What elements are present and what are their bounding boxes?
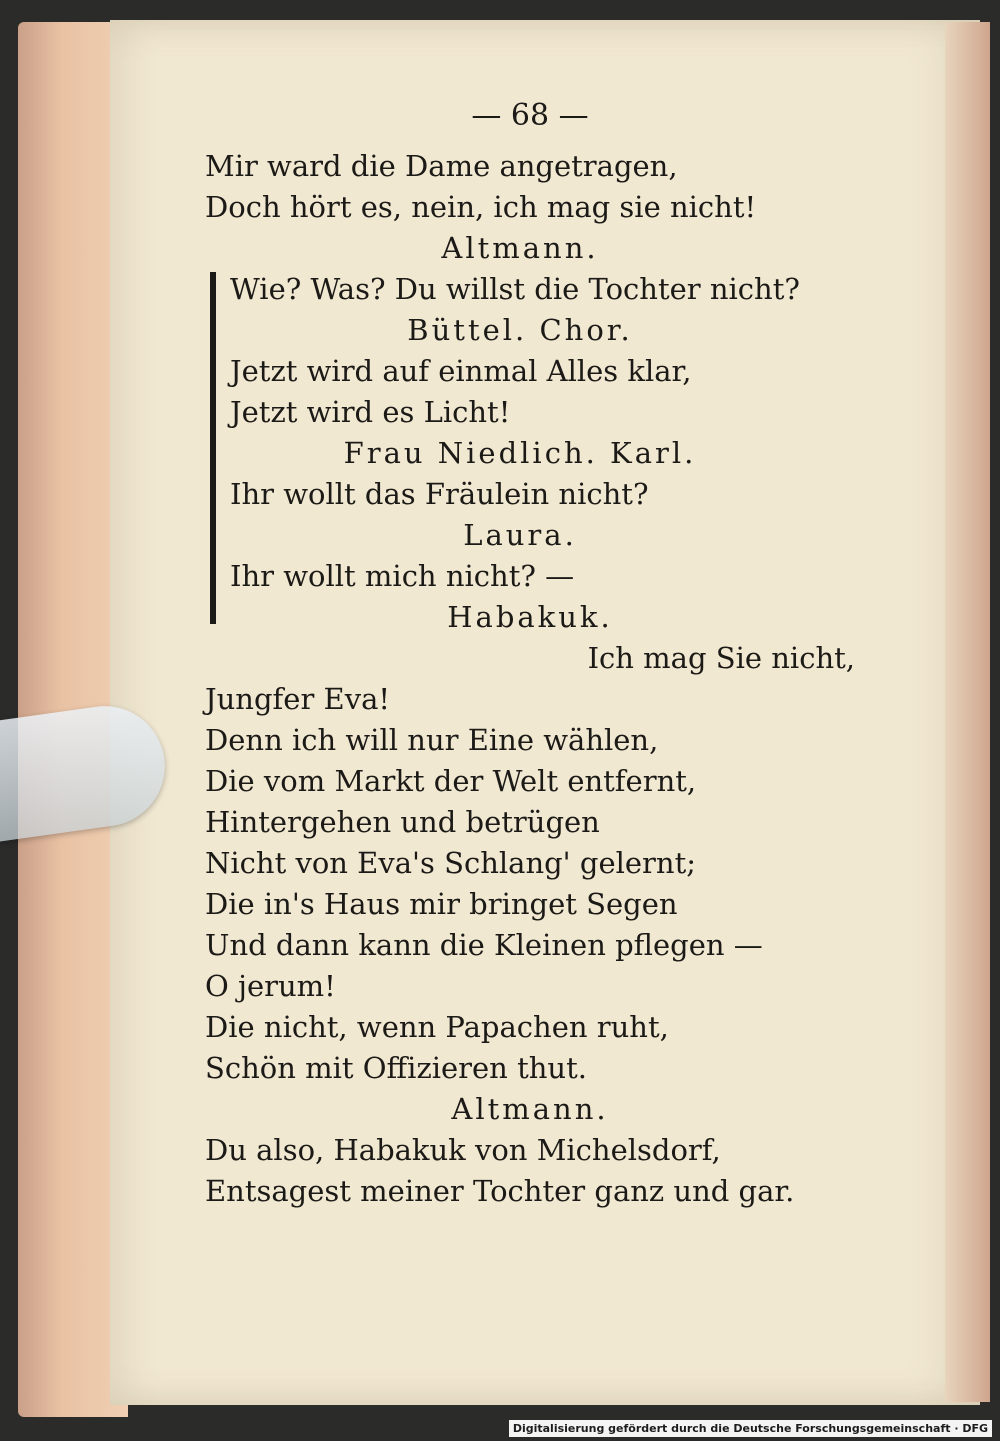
speaker-name: Büttel. Chor. bbox=[407, 313, 633, 347]
verse-line: Die vom Markt der Welt entfernt, bbox=[205, 764, 697, 798]
verse-line: Ihr wollt das Fräulein nicht? bbox=[230, 477, 649, 511]
verse-line: Und dann kann die Kleinen pflegen — bbox=[205, 928, 763, 962]
speaker-name: Laura. bbox=[463, 518, 577, 552]
verse-line: Nicht von Eva's Schlang' gelernt; bbox=[205, 846, 697, 880]
book-spine-shadow bbox=[945, 22, 990, 1402]
page-text bbox=[205, 95, 895, 1212]
verse-line: Jetzt wird es Licht! bbox=[230, 395, 511, 429]
verse-line: Die in's Haus mir bringet Segen bbox=[205, 887, 678, 921]
verse-line: Die nicht, wenn Papachen ruht, bbox=[205, 1010, 669, 1044]
verse-line: Jetzt wird auf einmal Alles klar, bbox=[230, 354, 692, 388]
verse-line: Denn ich will nur Eine wählen, bbox=[205, 723, 659, 757]
speaker-name: Habakuk. bbox=[447, 600, 613, 634]
chorus-bracket bbox=[210, 272, 226, 624]
speaker-name: Altmann. bbox=[451, 1092, 609, 1126]
verse-lines bbox=[205, 146, 895, 1212]
verse-line: Ihr wollt mich nicht? — bbox=[230, 559, 575, 593]
verse-line: Wie? Was? Du willst die Tochter nicht? bbox=[230, 272, 800, 306]
verse-line: Entsagest meiner Tochter ganz und gar. bbox=[205, 1174, 795, 1208]
verse-line: Hintergehen und betrügen bbox=[205, 805, 600, 839]
page-number: — 68 — bbox=[471, 98, 589, 133]
digitization-credit: Digitalisierung gefördert durch die Deutsche Forschungsgemeinschaft · DFG bbox=[509, 1420, 992, 1437]
verse-line: O jerum! bbox=[205, 969, 336, 1003]
verse-line: Du also, Habakuk von Michelsdorf, bbox=[205, 1133, 721, 1167]
verse-line: Schön mit Offizieren thut. bbox=[205, 1051, 587, 1085]
verse-line: Doch hört es, nein, ich mag sie nicht! bbox=[205, 190, 757, 224]
verse-line: Jungfer Eva! bbox=[205, 682, 391, 716]
verse-line: Ich mag Sie nicht, bbox=[587, 641, 855, 675]
speaker-name: Altmann. bbox=[441, 231, 599, 265]
verse-line: Mir ward die Dame angetragen, bbox=[205, 149, 678, 183]
speaker-name: Frau Niedlich. Karl. bbox=[343, 436, 697, 470]
